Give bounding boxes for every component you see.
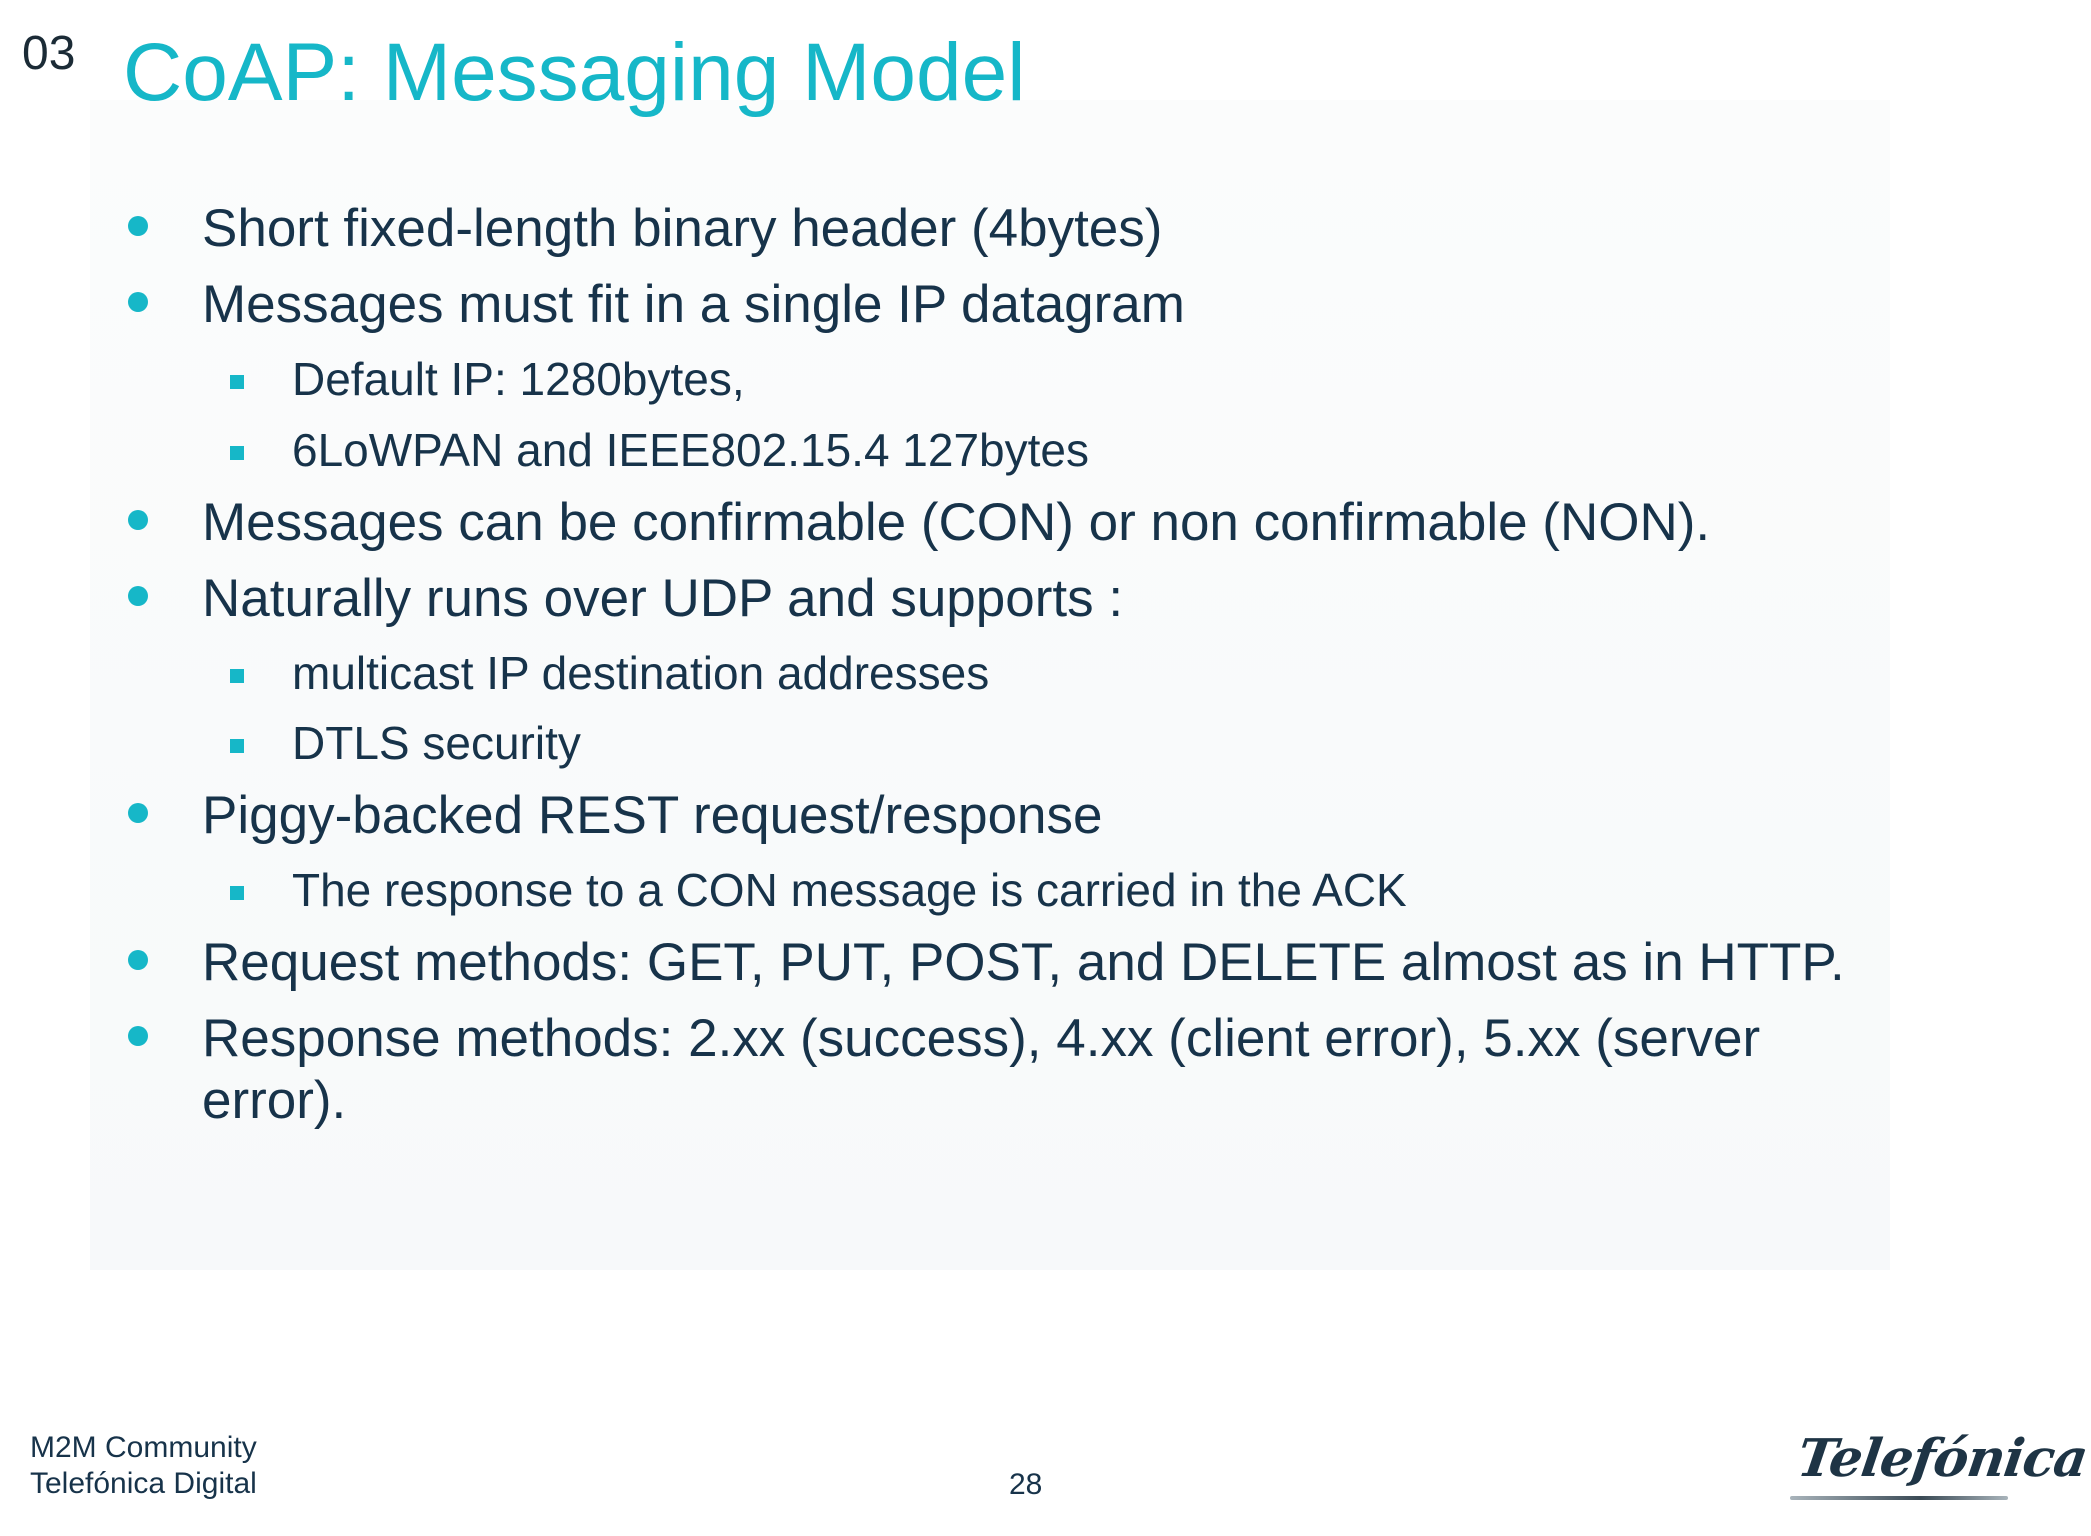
bullet-text: Short fixed-length binary header (4bytes) (202, 199, 1163, 258)
sub-bullet-item (130, 353, 1910, 407)
sub-bullet-item (130, 864, 1910, 918)
bullet-list (130, 198, 1910, 1132)
bullet-dot-icon (128, 292, 148, 312)
slide-title: CoAP: Messaging Model (123, 27, 1026, 118)
bullet-dot-icon (128, 950, 148, 970)
bullet-text: Messages must fit in a single IP datagram (202, 275, 1185, 334)
bullet-item (130, 198, 1910, 260)
footer-organization (30, 1430, 257, 1502)
bullet-dot-icon (128, 803, 148, 823)
bullet-dot-icon (128, 586, 148, 606)
section-number: 03 (22, 27, 76, 80)
bullet-text: 6LoWPAN and IEEE802.15.4 127bytes (292, 423, 1090, 476)
bullet-item (130, 492, 1910, 554)
bullet-square-icon (230, 446, 244, 460)
bullet-text: Default IP: 1280bytes, (292, 353, 745, 405)
bullet-item (130, 568, 1910, 630)
logo-underline (1790, 1496, 2008, 1500)
footer-org-line-2: Telefónica Digital (30, 1467, 257, 1500)
logo-wordmark: Telefónica (1793, 1428, 2091, 1489)
bullet-square-icon (230, 886, 244, 900)
bullet-square-icon (230, 739, 244, 753)
page-number: 28 (1009, 1468, 1043, 1501)
sub-bullet-item (130, 717, 1910, 771)
bullet-text: The response to a CON message is carried in the ACK (292, 864, 1407, 917)
bullet-text: Messages can be confirmable (CON) or non confirmable (NON). (202, 492, 1711, 552)
bullet-item (130, 785, 1910, 847)
bullet-text: Piggy-backed REST request/response (202, 786, 1103, 846)
bullet-item (130, 1008, 1910, 1132)
footer-org-line-1: M2M Community (30, 1431, 257, 1464)
bullet-square-icon (230, 375, 244, 389)
bullet-dot-icon (128, 510, 148, 530)
bullet-dot-icon (128, 216, 148, 236)
bullet-square-icon (230, 669, 244, 683)
bullet-text: multicast IP destination addresses (292, 646, 990, 699)
bullet-text: DTLS security (292, 717, 581, 770)
bullet-item (130, 932, 1910, 994)
bullet-item (130, 274, 1910, 336)
bullet-dot-icon (128, 1026, 148, 1046)
sub-bullet-item (130, 424, 1910, 478)
telefonica-logo (1790, 1428, 2091, 1504)
bullet-text: Response methods: 2.xx (success), 4.xx (client error), 5.xx (server error). (202, 1009, 1761, 1131)
sub-bullet-item (130, 647, 1910, 701)
bullet-text: Request methods: GET, PUT, POST, and DELETE almost as in HTTP. (202, 933, 1845, 993)
bullet-text: Naturally runs over UDP and supports : (202, 568, 1124, 628)
